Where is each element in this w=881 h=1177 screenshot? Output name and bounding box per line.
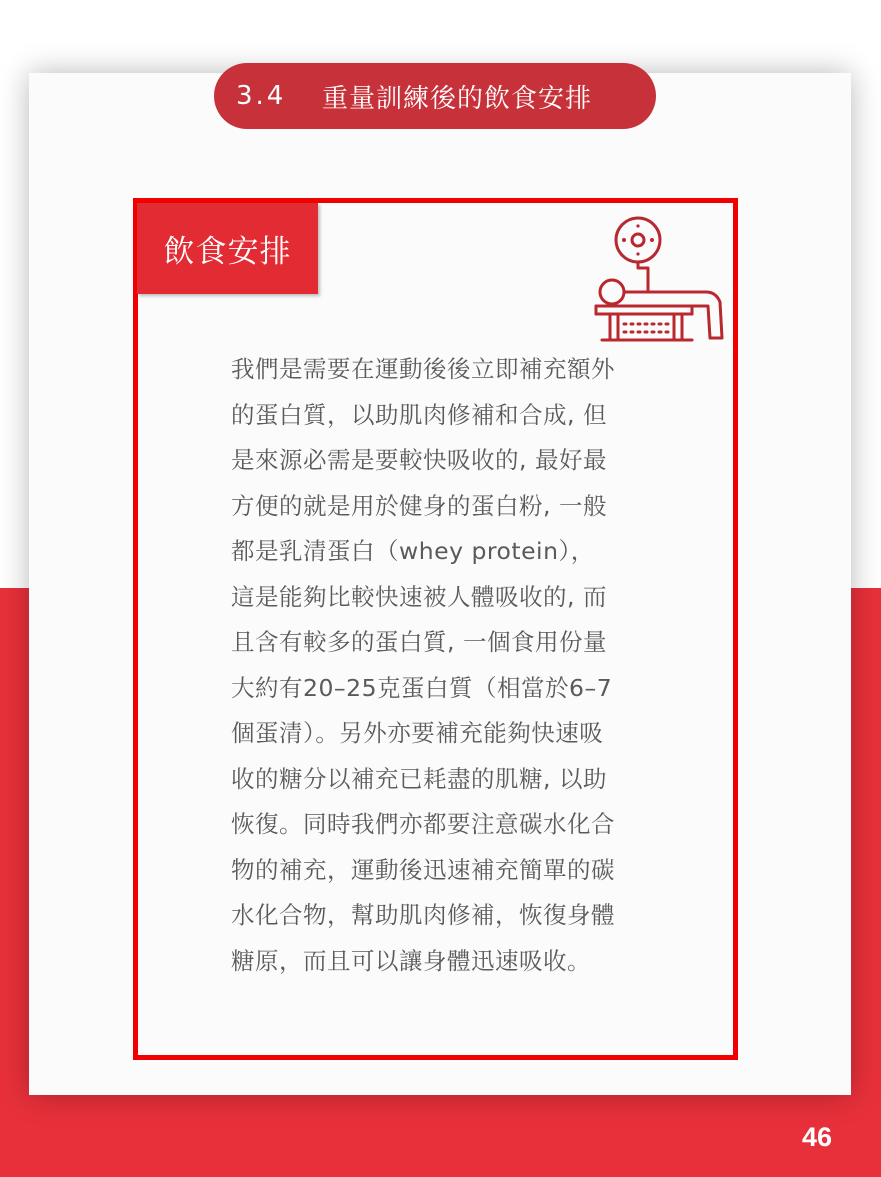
section-title: 重量訓練後的飲食安排	[322, 83, 593, 114]
section-number: 3.4	[236, 81, 287, 111]
diet-arrangement-text: 我們是需要在運動後後立即補充額外 的蛋白質，以助肌肉修補和合成, 但 是來源必需是要較快吸收的, 最好最 方便的就是用於健身的蛋白粉, 一般 都是乳清蛋白（whey protein）， 這是能夠比較快速被人體吸收的, 而 且含有較多的蛋白質, 一個食用份量 大約有20–25克蛋白質（相當於6–7 個蛋清）。另外亦要補充能夠快速吸 收的糖分以補充已耗盡的肌糖, 以助 恢復。同時我們亦都要注意碳水化合 物的補充，運動後迅速補充簡單的碳 水化合物，幫助肌肉修補，恢復身體 糖原，而且可以讓身體迅速吸收。	[231, 355, 615, 975]
page-number: 46	[801, 1122, 832, 1152]
section-tab-label: 飲食安排	[163, 234, 292, 270]
section-tab	[137, 203, 318, 294]
section-header	[214, 63, 656, 129]
bench-press-icon	[588, 210, 728, 350]
